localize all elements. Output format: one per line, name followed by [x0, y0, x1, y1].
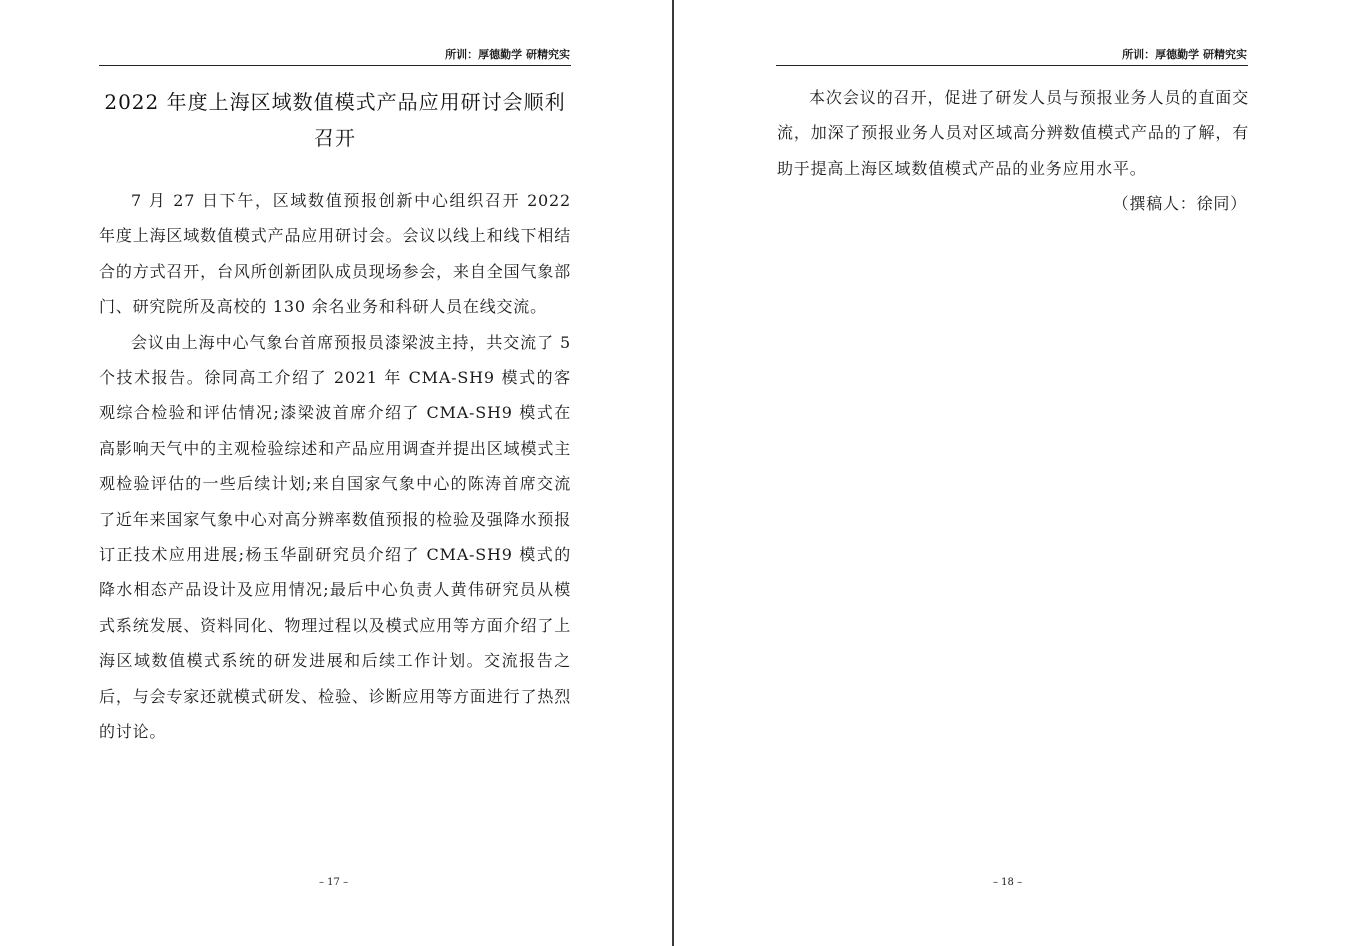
paragraph: 本次会议的召开，促进了研发人员与预报业务人员的直面交流，加深了预报业务人员对区域高分辨数值模式产品的了解，有助于提高上海区域数值模式产品的业务应用水平。: [777, 88, 1249, 178]
paragraph: 会议由上海中心气象台首席预报员漆梁波主持，共交流了 5 个技术报告。徐同高工介绍了 2021 年 CMA-SH9 模式的客观综合检验和评估情况;漆梁波首席介绍了 CMA-SH9 模式在高影响天气中的主观检验综述和产品应用调查并提出区域模式主观检验评估的一些后续计划;来自国家气象中心的陈涛首席交流了近年来国家气象中心对高分辨率数值预报的检验及强降水预报订正技术应用进展;杨玉华副研究员介绍了 CMA-SH9 模式的降水相态产品设计及应用情况;最后中心负责人黄伟研究员从模式系统发展、资料同化、物理过程以及模式应用等方面介绍了上海区域数值模式系统的研发进展和后续工作计划。交流报告之后，与会专家还就模式研发、检验、诊断应用等方面进行了热烈的讨论。: [99, 332, 571, 742]
left-page: [0, 0, 672, 946]
page-number: – 17 –: [319, 877, 349, 888]
author-byline: （撰稿人：徐同）: [1112, 194, 1247, 214]
header-motto: 所训：厚德勤学 研精究实: [445, 48, 570, 61]
article-body: [99, 183, 571, 750]
article-title: 2022 年度上海区域数值模式产品应用研讨会顺利召开: [104, 90, 566, 150]
page-number: – 18 –: [993, 877, 1023, 888]
right-page: [675, 0, 1345, 946]
article-body: [777, 80, 1249, 222]
page-divider: [672, 0, 674, 946]
header-rule: [776, 65, 1248, 66]
paragraph: 7 月 27 日下午，区域数值预报创新中心组织召开 2022 年度上海区域数值模式产品应用研讨会。会议以线上和线下相结合的方式召开，台风所创新团队成员现场参会，来自全国气象部门、研究院所及高校的 130 余名业务和科研人员在线交流。: [99, 191, 571, 317]
header-motto: 所训：厚德勤学 研精究实: [1122, 48, 1247, 61]
header-rule: [99, 65, 571, 66]
